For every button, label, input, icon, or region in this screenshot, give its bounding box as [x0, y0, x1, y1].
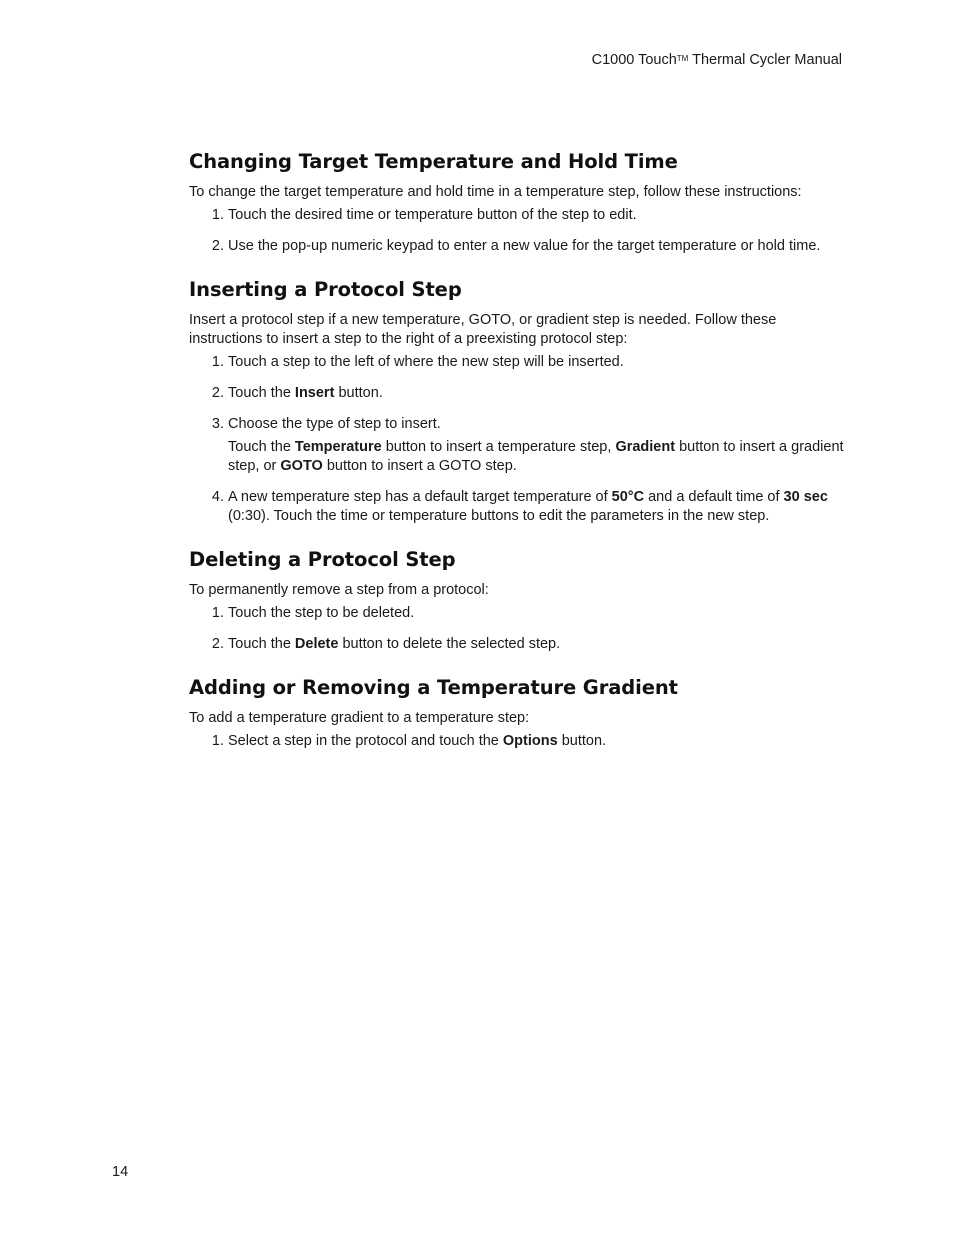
- step-item: 1. Touch the desired time or temperature button of the step to edit.: [228, 206, 849, 225]
- step-list: [189, 353, 849, 526]
- section-intro: Insert a protocol step if a new temperature, GOTO, or gradient step is needed. Follow these instructions to insert a step to the right of a preexisting protocol step:: [189, 312, 777, 347]
- section-intro: To permanently remove a step from a protocol:: [189, 582, 489, 598]
- step-item: 4. A new temperature step has a default target temperature of 50°C and a default time of 30 sec (0:30). Touch the time or temperature buttons to edit the parameters in the new step.: [228, 488, 849, 526]
- step-item: 1. Touch the step to be deleted.: [228, 604, 849, 623]
- section-temperature-gradient: [189, 676, 849, 751]
- step-list: [189, 732, 849, 751]
- step-detail: Touch the Temperature button to insert a temperature step, Gradient button to insert a gradient step, or GOTO button to insert a GOTO step.: [228, 439, 844, 474]
- section-inserting-step: [189, 278, 849, 526]
- step-item: 2. Touch the Delete button to delete the selected step.: [228, 635, 849, 654]
- step-item: 1. Select a step in the protocol and touch the Options button.: [228, 732, 849, 751]
- section-intro: To add a temperature gradient to a temperature step:: [189, 710, 530, 726]
- section-heading: Deleting a Protocol Step: [189, 548, 456, 571]
- step-item: 1. Touch a step to the left of where the new step will be inserted.: [228, 353, 849, 372]
- step-list: [189, 206, 849, 256]
- section-changing-target: [189, 150, 849, 256]
- step-item: 2. Touch the Insert button.: [228, 384, 849, 403]
- section-deleting-step: [189, 548, 849, 654]
- section-heading: Inserting a Protocol Step: [189, 278, 462, 301]
- running-header: C1000 Touch™ Thermal Cycler Manual: [591, 52, 842, 68]
- step-item: 3. Choose the type of step to insert. Touch the Temperature button to insert a temperature step, Gradient button to insert a gradient step, or GOTO button to insert a GOTO step.: [228, 415, 849, 476]
- page-number: 14: [112, 1164, 129, 1180]
- step-item: 2. Use the pop-up numeric keypad to enter a new value for the target temperature or hold time.: [228, 237, 849, 256]
- page-content: [189, 150, 849, 773]
- section-heading: Adding or Removing a Temperature Gradient: [189, 676, 678, 699]
- section-heading: Changing Target Temperature and Hold Time: [189, 150, 678, 173]
- step-list: [189, 604, 849, 654]
- section-intro: To change the target temperature and hold time in a temperature step, follow these instructions:: [189, 184, 802, 200]
